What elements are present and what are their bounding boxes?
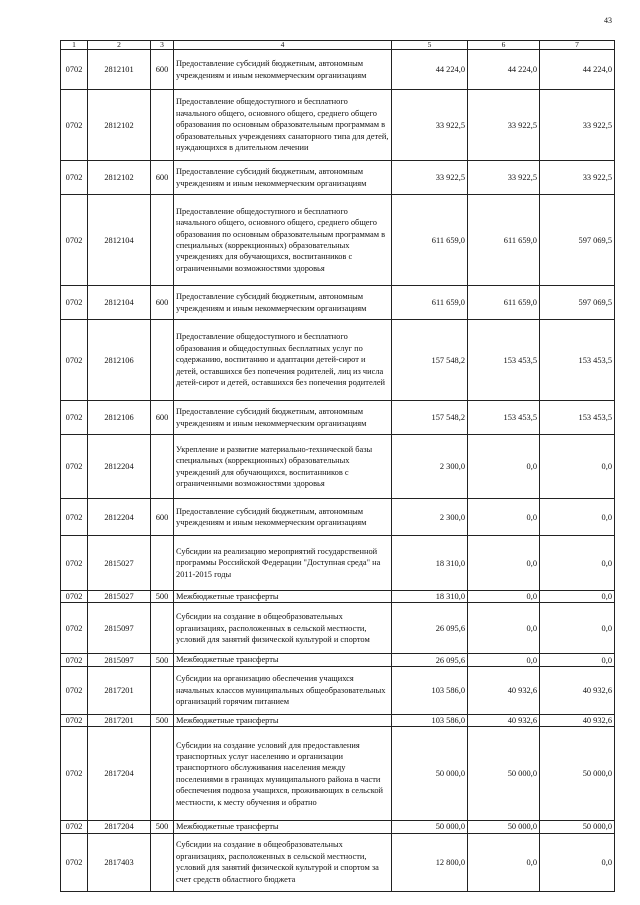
expense-type-cell: 600 [151, 50, 174, 90]
section-code-cell: 0702 [61, 286, 88, 320]
amount-cell-5: 50 000,0 [392, 727, 468, 821]
description-cell: Межбюджетные трансферты [174, 821, 392, 833]
amount-cell-6: 50 000,0 [468, 821, 540, 833]
description-cell: Предоставление субсидий бюджетным, автономным учреждениям и иным некоммерческим организациям [174, 401, 392, 435]
section-code-cell: 0702 [61, 821, 88, 833]
description-cell: Субсидии на создание в общеобразовательных организациях, расположенных в сельской местности, условий для занятий физической культурой и спортом за счет средств областного бюджета [174, 833, 392, 891]
section-code-cell: 0702 [61, 654, 88, 666]
amount-cell-7: 153 453,5 [540, 320, 615, 401]
page-number: 43 [604, 16, 612, 25]
amount-cell-7: 33 922,5 [540, 90, 615, 161]
section-code-cell: 0702 [61, 320, 88, 401]
table-row [61, 727, 615, 821]
target-code-cell: 2817403 [88, 833, 151, 891]
table-row [61, 50, 615, 90]
description-cell: Межбюджетные трансферты [174, 714, 392, 726]
expense-type-cell: 500 [151, 591, 174, 603]
target-code-cell: 2812204 [88, 499, 151, 536]
expense-type-cell: 600 [151, 161, 174, 195]
section-code-cell: 0702 [61, 833, 88, 891]
amount-cell-5: 26 095,6 [392, 603, 468, 654]
expense-type-cell: 600 [151, 499, 174, 536]
table-row [61, 286, 615, 320]
amount-cell-5: 2 300,0 [392, 435, 468, 499]
target-code-cell: 2817204 [88, 821, 151, 833]
section-code-cell: 0702 [61, 401, 88, 435]
target-code-cell: 2812102 [88, 90, 151, 161]
table-row [61, 195, 615, 286]
amount-cell-7: 0,0 [540, 654, 615, 666]
target-code-cell: 2812106 [88, 401, 151, 435]
column-header: 1 [61, 41, 88, 50]
description-cell: Предоставление общедоступного и бесплатного начального общего, основного общего, среднего общего образования по основным образовательным программам в специальных (коррекционных) образовательных учреждениях для обучающихся, воспитанников с ограниченными возможностями здоровья [174, 195, 392, 286]
table-row [61, 591, 615, 603]
target-code-cell: 2817201 [88, 666, 151, 714]
amount-cell-5: 611 659,0 [392, 195, 468, 286]
expense-type-cell [151, 90, 174, 161]
expense-type-cell [151, 435, 174, 499]
amount-cell-7: 153 453,5 [540, 401, 615, 435]
table-row [61, 536, 615, 591]
amount-cell-5: 103 586,0 [392, 666, 468, 714]
expense-type-cell: 600 [151, 401, 174, 435]
expense-type-cell: 500 [151, 821, 174, 833]
amount-cell-5: 33 922,5 [392, 161, 468, 195]
amount-cell-7: 597 069,5 [540, 286, 615, 320]
budget-table [60, 40, 615, 892]
amount-cell-5: 2 300,0 [392, 499, 468, 536]
target-code-cell: 2812104 [88, 195, 151, 286]
target-code-cell: 2812104 [88, 286, 151, 320]
expense-type-cell: 600 [151, 286, 174, 320]
amount-cell-6: 40 932,6 [468, 714, 540, 726]
amount-cell-5: 50 000,0 [392, 821, 468, 833]
amount-cell-5: 157 548,2 [392, 401, 468, 435]
description-cell: Субсидии на организацию обеспечения учащихся начальных классов муниципальных общеобразовательных организаций горячим питанием [174, 666, 392, 714]
description-cell: Субсидии на создание в общеобразовательных организациях, расположенных в сельской местности, условий для занятий физической культурой и спортом [174, 603, 392, 654]
amount-cell-6: 40 932,6 [468, 666, 540, 714]
table-row [61, 401, 615, 435]
section-code-cell: 0702 [61, 727, 88, 821]
amount-cell-6: 153 453,5 [468, 320, 540, 401]
amount-cell-7: 33 922,5 [540, 161, 615, 195]
amount-cell-7: 40 932,6 [540, 666, 615, 714]
section-code-cell: 0702 [61, 195, 88, 286]
expense-type-cell: 500 [151, 654, 174, 666]
amount-cell-6: 611 659,0 [468, 286, 540, 320]
amount-cell-7: 50 000,0 [540, 727, 615, 821]
amount-cell-7: 597 069,5 [540, 195, 615, 286]
description-cell: Субсидии на реализацию мероприятий государственной программы Российской Федерации "Доступная среда" на 2011-2015 годы [174, 536, 392, 591]
table-row [61, 666, 615, 714]
table-row [61, 320, 615, 401]
target-code-cell: 2812102 [88, 161, 151, 195]
amount-cell-5: 18 310,0 [392, 536, 468, 591]
amount-cell-5: 157 548,2 [392, 320, 468, 401]
column-header: 5 [392, 41, 468, 50]
amount-cell-6: 0,0 [468, 435, 540, 499]
table-row [61, 603, 615, 654]
amount-cell-7: 0,0 [540, 591, 615, 603]
amount-cell-6: 0,0 [468, 833, 540, 891]
description-cell: Межбюджетные трансферты [174, 591, 392, 603]
description-cell: Предоставление общедоступного и бесплатного образования и общедоступных бесплатных услуг по содержанию, воспитанию и адаптации детей-сирот и детей, оставшихся без попечения родителей, лиц из числа детей-сирот и детей, оставшихся без попечения родителей [174, 320, 392, 401]
target-code-cell: 2815097 [88, 654, 151, 666]
expense-type-cell [151, 536, 174, 591]
expense-type-cell [151, 603, 174, 654]
target-code-cell: 2815027 [88, 591, 151, 603]
amount-cell-5: 44 224,0 [392, 50, 468, 90]
table-row [61, 499, 615, 536]
expense-type-cell [151, 666, 174, 714]
section-code-cell: 0702 [61, 435, 88, 499]
amount-cell-5: 103 586,0 [392, 714, 468, 726]
amount-cell-7: 44 224,0 [540, 50, 615, 90]
section-code-cell: 0702 [61, 50, 88, 90]
column-header: 3 [151, 41, 174, 50]
description-cell: Предоставление субсидий бюджетным, автономным учреждениям и иным некоммерческим организациям [174, 286, 392, 320]
amount-cell-5: 18 310,0 [392, 591, 468, 603]
description-cell: Межбюджетные трансферты [174, 654, 392, 666]
amount-cell-7: 50 000,0 [540, 821, 615, 833]
section-code-cell: 0702 [61, 90, 88, 161]
table-row [61, 833, 615, 891]
target-code-cell: 2815027 [88, 536, 151, 591]
expense-type-cell [151, 195, 174, 286]
target-code-cell: 2817204 [88, 727, 151, 821]
table-row [61, 435, 615, 499]
amount-cell-6: 0,0 [468, 536, 540, 591]
column-header: 7 [540, 41, 615, 50]
amount-cell-5: 33 922,5 [392, 90, 468, 161]
section-code-cell: 0702 [61, 499, 88, 536]
expense-type-cell [151, 727, 174, 821]
amount-cell-7: 0,0 [540, 833, 615, 891]
amount-cell-5: 611 659,0 [392, 286, 468, 320]
expense-type-cell [151, 320, 174, 401]
amount-cell-7: 0,0 [540, 536, 615, 591]
description-cell: Субсидии на создание условий для предоставления транспортных услуг населению и организации транспортного обслуживания населения между поселениями в границах муниципального района в части обеспечения подвоза учащихся, проживающих в сельской местности, к месту обучения и обратно [174, 727, 392, 821]
amount-cell-6: 33 922,5 [468, 161, 540, 195]
amount-cell-6: 611 659,0 [468, 195, 540, 286]
description-cell: Предоставление субсидий бюджетным, автономным учреждениям и иным некоммерческим организациям [174, 50, 392, 90]
amount-cell-7: 0,0 [540, 435, 615, 499]
amount-cell-6: 0,0 [468, 591, 540, 603]
section-code-cell: 0702 [61, 666, 88, 714]
amount-cell-7: 40 932,6 [540, 714, 615, 726]
amount-cell-6: 50 000,0 [468, 727, 540, 821]
table-row [61, 654, 615, 666]
table-row [61, 821, 615, 833]
amount-cell-7: 0,0 [540, 603, 615, 654]
amount-cell-6: 0,0 [468, 603, 540, 654]
table-row [61, 90, 615, 161]
column-header: 6 [468, 41, 540, 50]
expense-type-cell: 500 [151, 714, 174, 726]
header-row [61, 41, 615, 50]
description-cell: Предоставление общедоступного и бесплатного начального общего, основного общего, среднего общего образования по основным образовательным программам в образовательных учреждениях санаторного типа для детей, нуждающихся в длительном лечении [174, 90, 392, 161]
amount-cell-6: 0,0 [468, 654, 540, 666]
column-header: 4 [174, 41, 392, 50]
amount-cell-6: 33 922,5 [468, 90, 540, 161]
table-row [61, 714, 615, 726]
table-row [61, 161, 615, 195]
target-code-cell: 2812106 [88, 320, 151, 401]
description-cell: Предоставление субсидий бюджетным, автономным учреждениям и иным некоммерческим организациям [174, 499, 392, 536]
description-cell: Укрепление и развитие материально-технической базы специальных (коррекционных) образовательных учреждений для обучающихся, воспитанников с ограниченными возможностями здоровья [174, 435, 392, 499]
target-code-cell: 2817201 [88, 714, 151, 726]
expense-type-cell [151, 833, 174, 891]
target-code-cell: 2815097 [88, 603, 151, 654]
column-header: 2 [88, 41, 151, 50]
section-code-cell: 0702 [61, 714, 88, 726]
amount-cell-6: 0,0 [468, 499, 540, 536]
amount-cell-6: 44 224,0 [468, 50, 540, 90]
target-code-cell: 2812204 [88, 435, 151, 499]
description-cell: Предоставление субсидий бюджетным, автономным учреждениям и иным некоммерческим организациям [174, 161, 392, 195]
amount-cell-6: 153 453,5 [468, 401, 540, 435]
amount-cell-5: 12 800,0 [392, 833, 468, 891]
amount-cell-7: 0,0 [540, 499, 615, 536]
section-code-cell: 0702 [61, 161, 88, 195]
target-code-cell: 2812101 [88, 50, 151, 90]
section-code-cell: 0702 [61, 536, 88, 591]
section-code-cell: 0702 [61, 603, 88, 654]
section-code-cell: 0702 [61, 591, 88, 603]
amount-cell-5: 26 095,6 [392, 654, 468, 666]
